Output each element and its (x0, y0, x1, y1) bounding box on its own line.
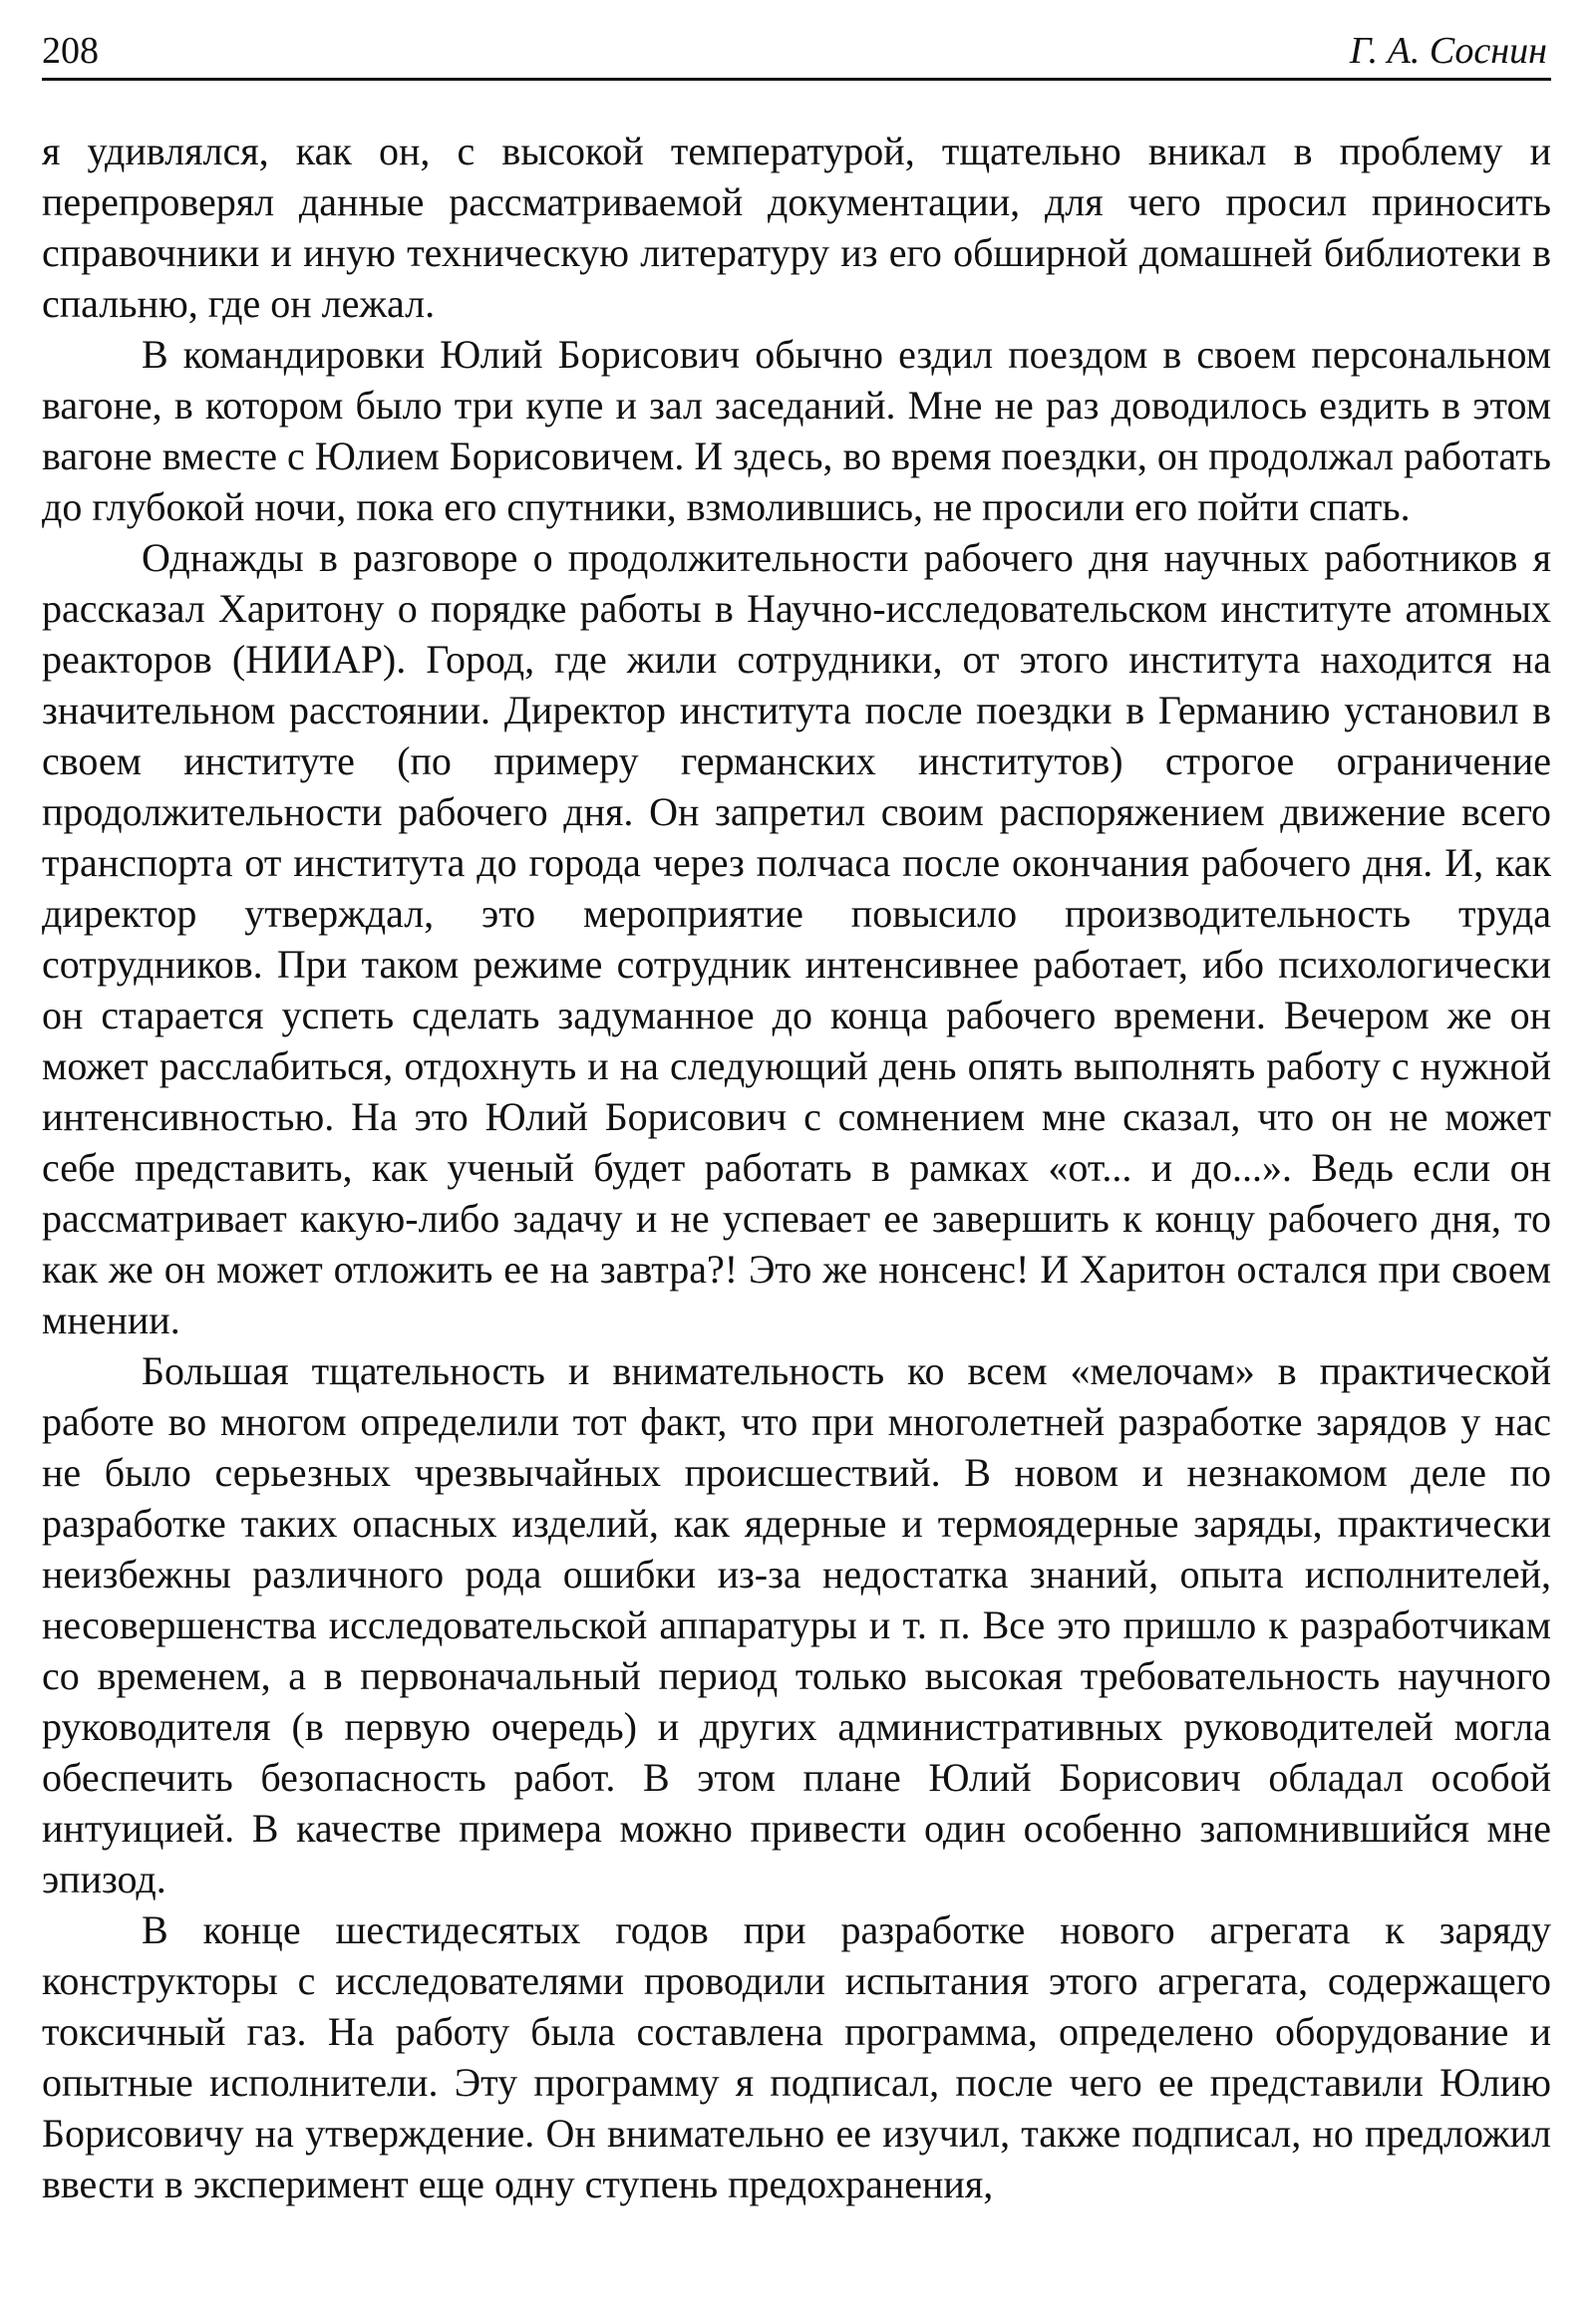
page-header (42, 28, 1551, 81)
page-number: 208 (42, 30, 99, 72)
paragraph: Большая тщательность и внимательность ко всем «мелочам» в практической работе во многом определили тот факт, что при многолетней разработке зарядов у нас не было серьезных чрезвычайных происшествий. В новом и незнакомом деле по разработке таких опасных изделий, как ядерные и термоядерные заряды, практически неизбежны различного рода ошибки из-за недостатка знаний, опыта исполнителей, несовершенства исследовательской аппаратуры и т. п. Все это пришло к разработчикам со временем, а в первоначальный период только высокая требовательность научного руководителя (в первую очередь) и других административных руководителей могла обеспечить безопасность работ. В этом плане Юлий Борисович обладал особой интуицией. В качестве примера можно привести один особенно запомнившийся мне эпизод. (42, 1348, 1551, 1901)
page-body (42, 126, 1551, 2209)
paragraph-continued: я удивлялся, как он, с высокой температурой, тщательно вникал в проблему и перепроверял данные рассматриваемой документации, для чего просил приносить справочники и иную техническую литературу из его обширной домашней библиотеки в спальню, где он лежал. (42, 129, 1551, 326)
running-head-author: Г. А. Соснин (1349, 30, 1547, 72)
paragraph: Однажды в разговоре о продолжительности рабочего дня научных работников я рассказал Харитону о порядке работы в Научно-исследовательском институте атомных реакторов (НИИАР). Город, где жили сотрудники, от этого института находится на значительном расстоянии. Директор института после поездки в Германию установил в своем институте (по примеру германских институтов) строгое ограничение продолжительности рабочего дня. Он запретил своим распоряжением движение всего транспорта от института до города через полчаса после окончания рабочего дня. И, как директор утверждал, это мероприятие повысило производительность труда сотрудников. При таком режиме сотрудник интенсивнее работает, ибо психологически он старается успеть сделать задуманное до конца рабочего времени. Вечером же он может расслабиться, отдохнуть и на следующий день опять выполнять работу с нужной интенсивностью. На это Юлий Борисович с сомнением мне сказал, что он не может себе представить, как ученый будет работать в рамках «от... и до...». Ведь если он рассматривает какую-либо задачу и не успевает ее завершить к концу рабочего дня, то как же он может отложить ее на завтра?! Это же нонсенс! И Харитон остался при своем мнении. (42, 535, 1551, 1342)
paragraph: В конце шестидесятых годов при разработке нового агрегата к заряду конструкторы с исследователями проводили испытания этого агрегата, содержащего токсичный газ. На работу была составлена программа, определено оборудование и опытные исполнители. Эту программу я подписал, после чего ее представили Юлию Борисовичу на утверждение. Он внимательно ее изучил, также подписал, но предложил ввести в эксперимент еще одну ступень предохранения, (42, 1907, 1551, 2206)
paragraph: В командировки Юлий Борисович обычно ездил поездом в своем персональном вагоне, в котором было три купе и зал заседаний. Мне не раз доводилось ездить в этом вагоне вместе с Юлием Борисовичем. И здесь, во время поездки, он продолжал работать до глубокой ночи, пока его спутники, взмолившись, не просили его пойти спать. (42, 332, 1551, 529)
